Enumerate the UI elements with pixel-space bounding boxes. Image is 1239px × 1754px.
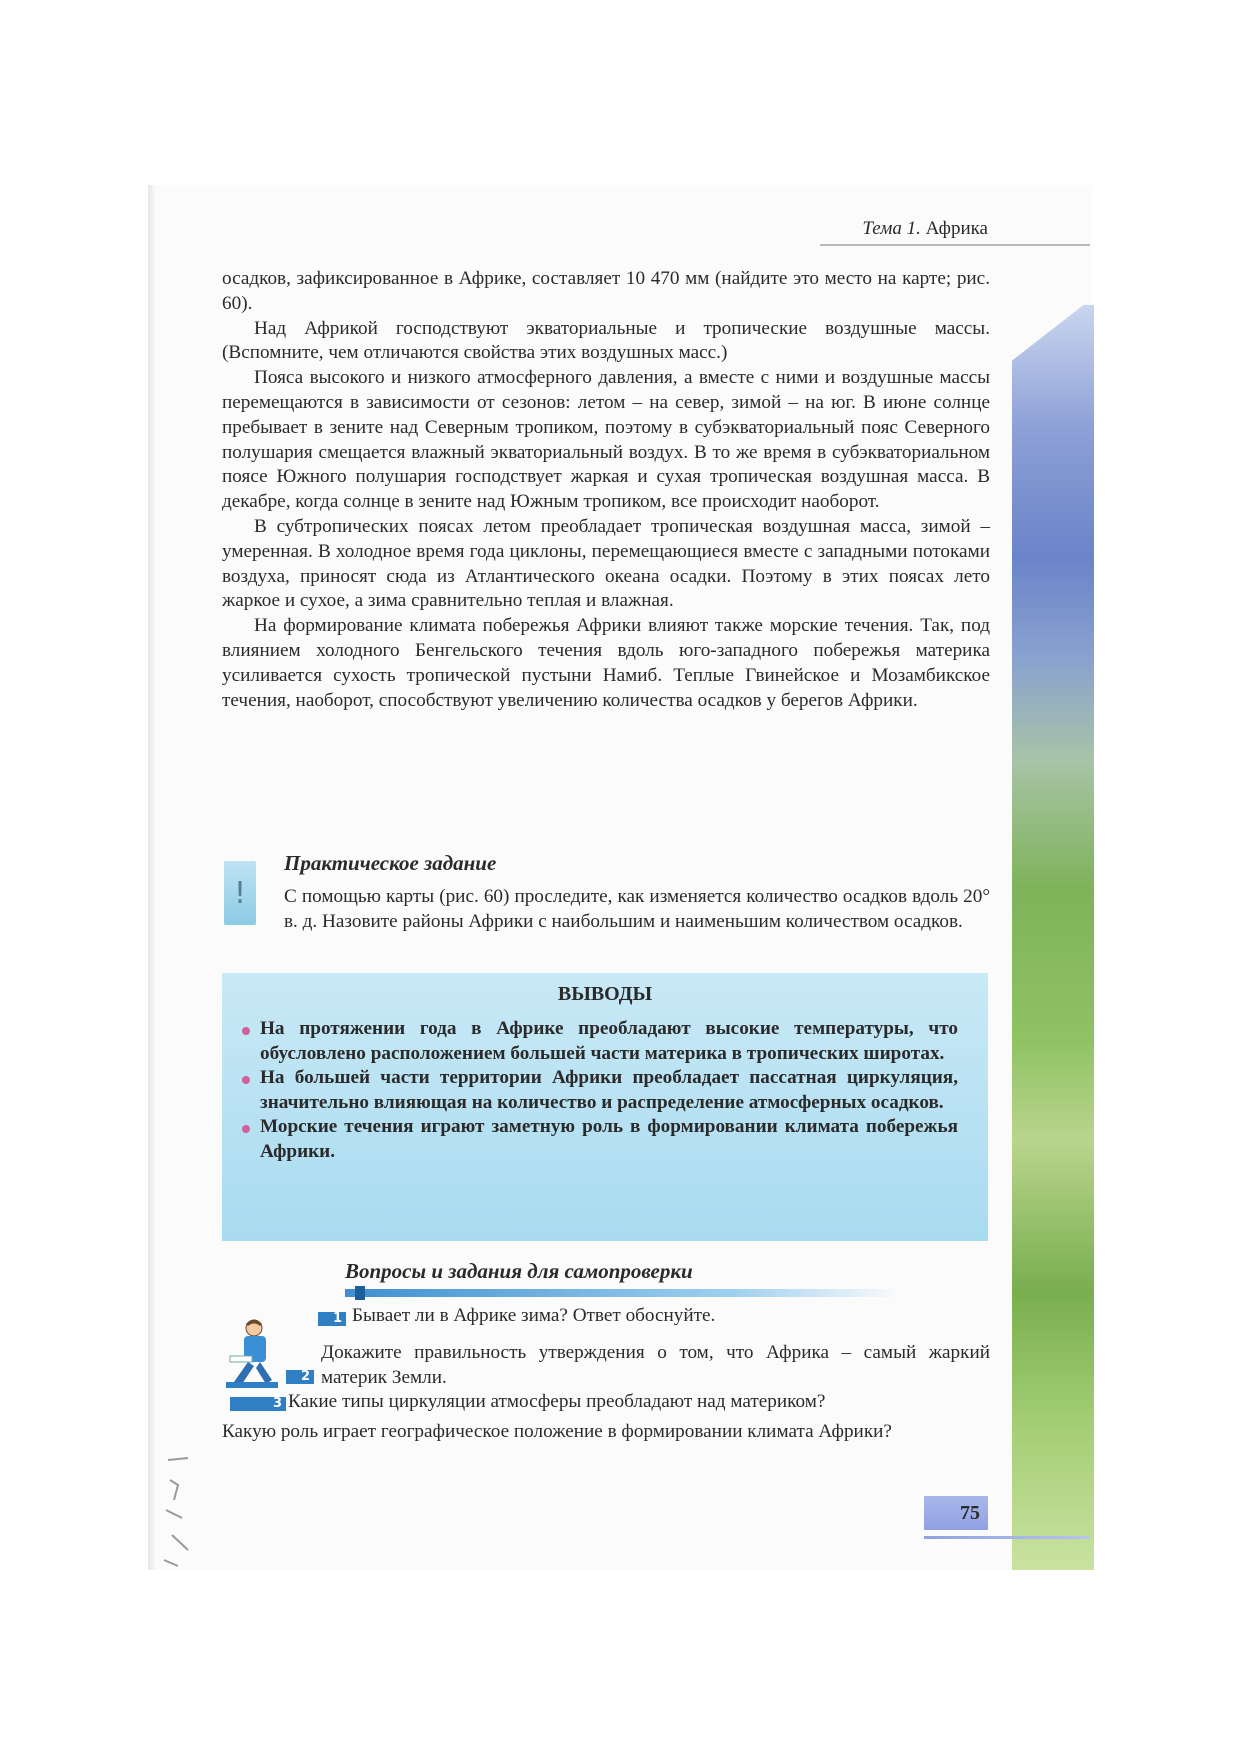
question-text: Какую роль играет географическое положение в формировании климата Африки? bbox=[222, 1421, 892, 1442]
paragraph: В субтропических поясах летом преобладает тропическая воздушная масса, зимой – умеренная. В холодное время года циклоны, перемещающиеся вместе с западными потоками воздуха, приносят сюда из Атлантического океана осадки. Поэтому в этих поясах лето жаркое и сухое, а зима сравнительно теплая и влажная. bbox=[222, 515, 990, 612]
conclusions-box bbox=[222, 973, 988, 1241]
paragraph: На формирование климата побережья Африки влияют также морские течения. Так, под влиянием холодного Бенгельского течения вдоль юго-западного побережья материка усиливается сухость тропической пустыни Намиб. Теплые Гвинейское и Мозамбикское течения, наоборот, способствуют увеличению количества осадков у берегов Африки. bbox=[222, 615, 990, 711]
question-number-2: 2 bbox=[286, 1370, 314, 1384]
question-text: Бывает ли в Африке зима? Ответ обоснуйте. bbox=[352, 1305, 716, 1326]
boy-reading-icon bbox=[222, 1316, 284, 1394]
conclusion-item: На большей части территории Африки преобладает пассатная циркуляция, значительно влияющая на количество и распределение атмосферных осадков. bbox=[238, 1066, 958, 1115]
question-number-3: 3 bbox=[230, 1397, 286, 1411]
side-photo-corner bbox=[1000, 300, 1090, 370]
topic-name: Африка bbox=[925, 218, 988, 239]
main-text bbox=[222, 267, 990, 713]
bullet-icon bbox=[242, 1027, 250, 1035]
conclusion-item: Морские течения играют заметную роль в формировании климата побережья Африки. bbox=[238, 1115, 958, 1164]
margin-scribble bbox=[148, 1440, 218, 1570]
conclusions-list bbox=[238, 1017, 958, 1165]
side-landscape-photo bbox=[1012, 305, 1094, 1570]
exclamation-icon: ! bbox=[224, 861, 256, 925]
page-number-rule bbox=[924, 1536, 1090, 1539]
questions-title-bar bbox=[345, 1289, 900, 1297]
topic-label: Тема 1. bbox=[862, 218, 921, 239]
page-number: 75 bbox=[924, 1496, 988, 1530]
question-text: Докажите правильность утверждения о том, что Африка – самый жаркий материк Земли. bbox=[321, 1342, 990, 1388]
questions-title: Вопросы и задания для самопроверки bbox=[345, 1259, 693, 1283]
conclusions-title: ВЫВОДЫ bbox=[557, 983, 653, 1005]
running-header bbox=[820, 218, 1090, 240]
conclusion-item: На протяжении года в Африке преобладают высокие температуры, что обусловлено расположением большей части материка в тропических широтах. bbox=[238, 1017, 958, 1066]
bar-marker bbox=[355, 1286, 365, 1300]
paragraph: Над Африкой господствуют экваториальные и тропические воздушные массы. (Вспомните, чем отличаются свойства этих воздушных масс.) bbox=[222, 317, 990, 364]
header-rule bbox=[820, 244, 1090, 246]
bullet-icon bbox=[242, 1125, 250, 1133]
bullet-icon bbox=[242, 1076, 250, 1084]
question-number-1: 1 bbox=[318, 1312, 346, 1326]
practical-task-title: Практическое задание bbox=[284, 851, 497, 875]
paragraph: осадков, зафиксированное в Африке, составляет 10 470 мм (найдите это место на карте; рис. 60). bbox=[222, 268, 990, 314]
paragraph: Пояса высокого и низкого атмосферного давления, а вместе с ними и воздушные массы перемещаются в зависимости от сезонов: летом – на север, зимой – на юг. В июне солнце пребывает в зените над Северным тропиком, поэтому в субэкваториальный пояс Северного полушария смещается влажный экваториальный воздух. В то же время в субэкваториальном поясе Южного полушария господствует жаркая и сухая тропическая воздушная масса. В декабре, когда солнце в зените над Южным тропиком, все происходит наоборот. bbox=[222, 367, 990, 513]
practical-task-text: С помощью карты (рис. 60) проследите, как изменяется количество осадков вдоль 20° в. д. Назовите районы Африки с наибольшим и наименьшим количеством осадков. bbox=[284, 886, 990, 932]
question-text: Какие типы циркуляции атмосферы преобладают над материком? bbox=[288, 1391, 826, 1412]
page-edge-shadow bbox=[148, 185, 156, 1570]
